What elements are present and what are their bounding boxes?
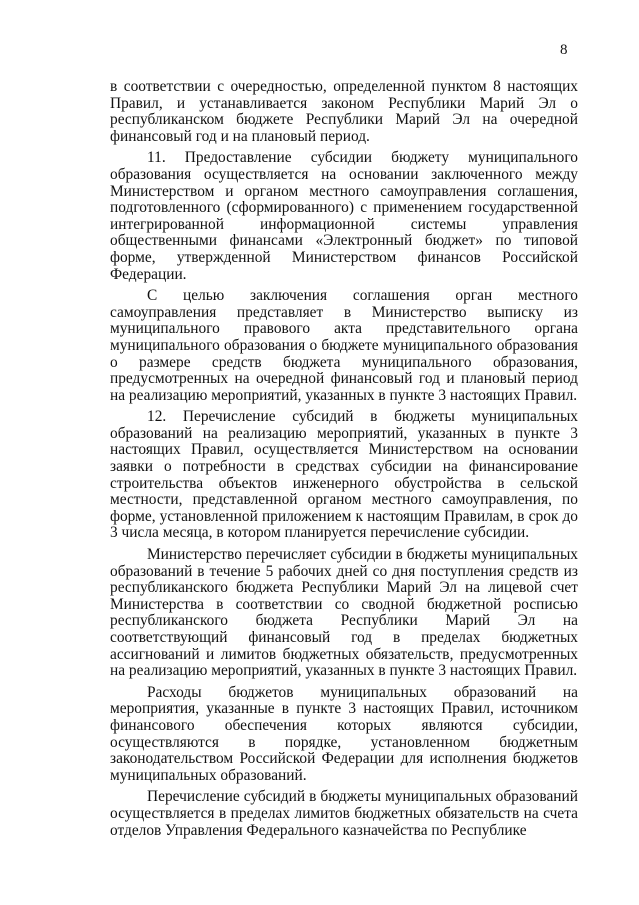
paragraph-11: 11. Предоставление субсидии бюджету муниципального образования осуществляется на основании заключенного между Министерством и органом местного самоуправления соглашения, подготовленного (сформированного) с применением государственной интегрированной информационной системы управления общественными финансами «Электронный бюджет» по типовой форме, утвержденной Министерством финансов Российской Федерации.	[110, 149, 578, 283]
paragraph-12: 12. Перечисление субсидий в бюджеты муниципальных образований на реализацию мероприятий, указанных в пункте 3 настоящих Правил, осуществляется Министерством на основании заявки о потребности в средствах субсидии на финансирование строительства объектов инженерного обустройства в сельской местности, представленной органом местного самоуправления, по форме, установленной приложением к настоящим Правилам, в срок до 3 числа месяца, в котором планируется перечисление субсидии.	[110, 408, 578, 542]
paragraph-agreement: С целью заключения соглашения орган местного самоуправления представляет в Министерство выписку из муниципального правового акта представительного органа муниципального образования о бюджете муниципального образования о размере средств бюджета муниципального образования, предусмотренных на очередной финансовый год и плановый период на реализацию мероприятий, указанных в пункте 3 настоящих Правил.	[110, 287, 578, 404]
paragraph-expenses: Расходы бюджетов муниципальных образований на мероприятия, указанные в пункте 3 настоящих Правил, источником финансового обеспечения которых являются субсидии, осуществляются в порядке, установленном бюджетным законодательством Российской Федерации для исполнения бюджетов муниципальных образований.	[110, 683, 578, 784]
paragraph-continuation: в соответствии с очередностью, определенной пунктом 8 настоящих Правил, и устанавливается законом Республики Марий Эл о республиканском бюджете Республики Марий Эл на очередной финансовый год и на плановый период.	[110, 78, 578, 145]
document-body	[110, 79, 578, 839]
page-number: 8	[560, 42, 568, 58]
paragraph-ministry-transfer: Министерство перечисляет субсидии в бюджеты муниципальных образований в течение 5 рабочих дней со дня поступления средств из республиканского бюджета Республики Марий Эл на лицевой счет Министерства в соответствии со сводной бюджетной росписью республиканского бюджета Республики Марий Эл на соответствующий финансовый год в пределах бюджетных ассигнований и лимитов бюджетных обязательств, предусмотренных на реализацию мероприятий, указанных в пункте 3 настоящих Правил.	[110, 546, 578, 680]
paragraph-transfer-limits: Перечисление субсидий в бюджеты муниципальных образований осуществляется в пределах лимитов бюджетных обязательств на счета отделов Управления Федерального казначейства по Республике	[110, 788, 578, 839]
